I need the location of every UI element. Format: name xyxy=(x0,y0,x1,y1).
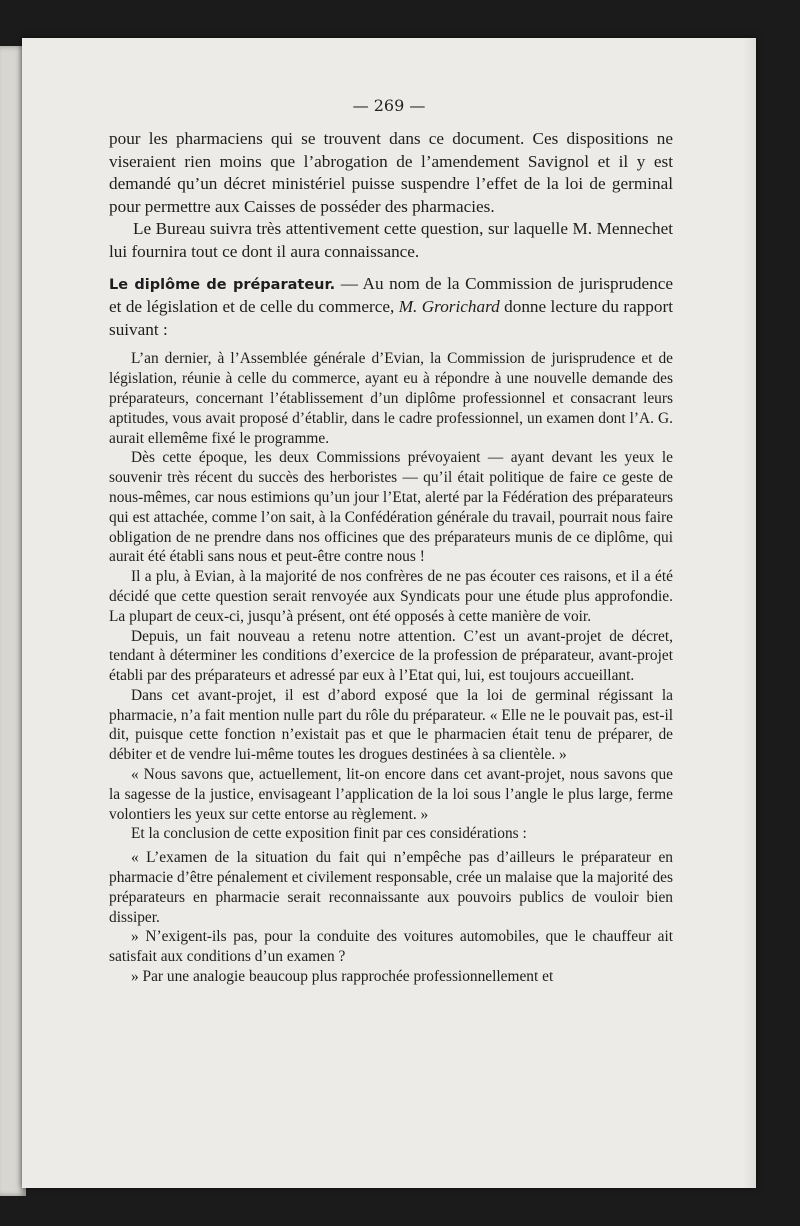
section-text-after: donne lecture du rapport suivant : xyxy=(109,297,673,339)
report-paragraph-1: L’an dernier, à l’Assemblée générale d’Evian, la Commission de jurisprudence et de législation, réunie à celle du commerce, ayant eu à répondre à une nouvelle demande des préparateurs, concernant l’établissement d’un diplôme professionnel et consacrant leurs aptitudes, vous avait proposé d’établir, dans le cadre professionnel, un examen dont l’A. G. aurait ellemême fixé le programme. xyxy=(109,350,673,447)
report-paragraph-10: » Par une analogie beaucoup plus rapprochée professionnellement et xyxy=(131,968,554,986)
intro-paragraph-1: pour les pharmaciens qui se trouvent dans ce document. Ces dispositions ne viseraient rien moins que l’abrogation de l’amendement Savignol et il y est demandé qu’un décret ministériel puisse suspendre l’effet de la loi de germinal pour permettre aux Caisses de posséder des pharmacies. xyxy=(109,129,673,216)
report-paragraph-9: » N’exigent-ils pas, pour la conduite des voitures automobiles, que le chauffeur ait satisfait aux conditions d’un examen ? xyxy=(109,928,673,966)
page-number: — 269 — xyxy=(352,96,426,115)
section-heading: Le diplôme de préparateur. xyxy=(109,276,336,293)
report-paragraph-4: Depuis, un fait nouveau a retenu notre attention. C’est un avant-projet de décret, tendant à déterminer les conditions d’exercice de la profession de préparateur, avant-projet établi par des préparateurs et adressé par eux à l’Etat qui, lui, est toujours accueillant. xyxy=(109,627,673,685)
report-text xyxy=(109,349,673,987)
report-paragraph-6: « Nous savons que, actuellement, lit-on encore dans cet avant-projet, nous savons que la sagesse de la justice, envisageant l’application de la loi sous l’angle le plus large, ferme volontiers les yeux sur cette entorse au règlement. » xyxy=(109,766,673,823)
report-paragraph-2: Dès cette époque, les deux Commissions prévoyaient — ayant devant les yeux le souvenir très récent du succès des herboristes — qu’il était politique de faire ce geste de nous-mêmes, car nous estimions qu’un jour l’Etat, alerté par la Fédération des préparateurs qui est attachée, comme l’on sait, à la Confédération générale du travail, pourrait nous faire obligation de ne prendre dans nos officines que des préparateurs munis de ce diplôme, qui aurait été établi sans nous et peut-être contre nous ! xyxy=(109,449,673,566)
section-speaker: M. Grorichard xyxy=(398,297,500,317)
page-shadow xyxy=(742,38,756,1188)
page-body xyxy=(109,128,673,987)
section-text-before: — Au nom de la Commission de jurisprudence et de législation et de celle du commerce, xyxy=(109,273,673,317)
intro-paragraph-2: Le Bureau suivra très attentivement cette question, sur laquelle M. Mennechet lui fournira tout ce dont il aura connaissance. xyxy=(109,219,673,261)
report-paragraph-7: Et la conclusion de cette exposition finit par ces considérations : xyxy=(131,825,527,843)
report-paragraph-8: « L’examen de la situation du fait qui n’empêche pas d’ailleurs le préparateur en pharmacie d’être pénalement et civilement responsable, crée un malaise que la majorité des préparateurs en pharmacie serait reconnaissante aux pouvoirs publics de vouloir bien dissiper. xyxy=(109,849,673,926)
section-paragraph xyxy=(109,273,673,342)
report-paragraph-5: Dans cet avant-projet, il est d’abord exposé que la loi de germinal régissant la pharmacie, n’a fait mention nulle part du rôle du préparateur. « Elle ne le pouvait pas, est-il dit, puisque cette fonction n’existait pas et que le pharmacien était tenu de préparer, de débiter et de vendre lui-même toutes les drogues destinées à sa clientèle. » xyxy=(109,686,673,764)
document-page xyxy=(22,38,756,1188)
report-paragraph-3: Il a plu, à Evian, à la majorité de nos confrères de ne pas écouter ces raisons, et il a été décidé que cette question serait renvoyée aux Syndicats pour une étude plus approfondie. La plupart de ceux-ci, jusqu’à présent, ont été opposés à cette manière de voir. xyxy=(109,568,673,625)
